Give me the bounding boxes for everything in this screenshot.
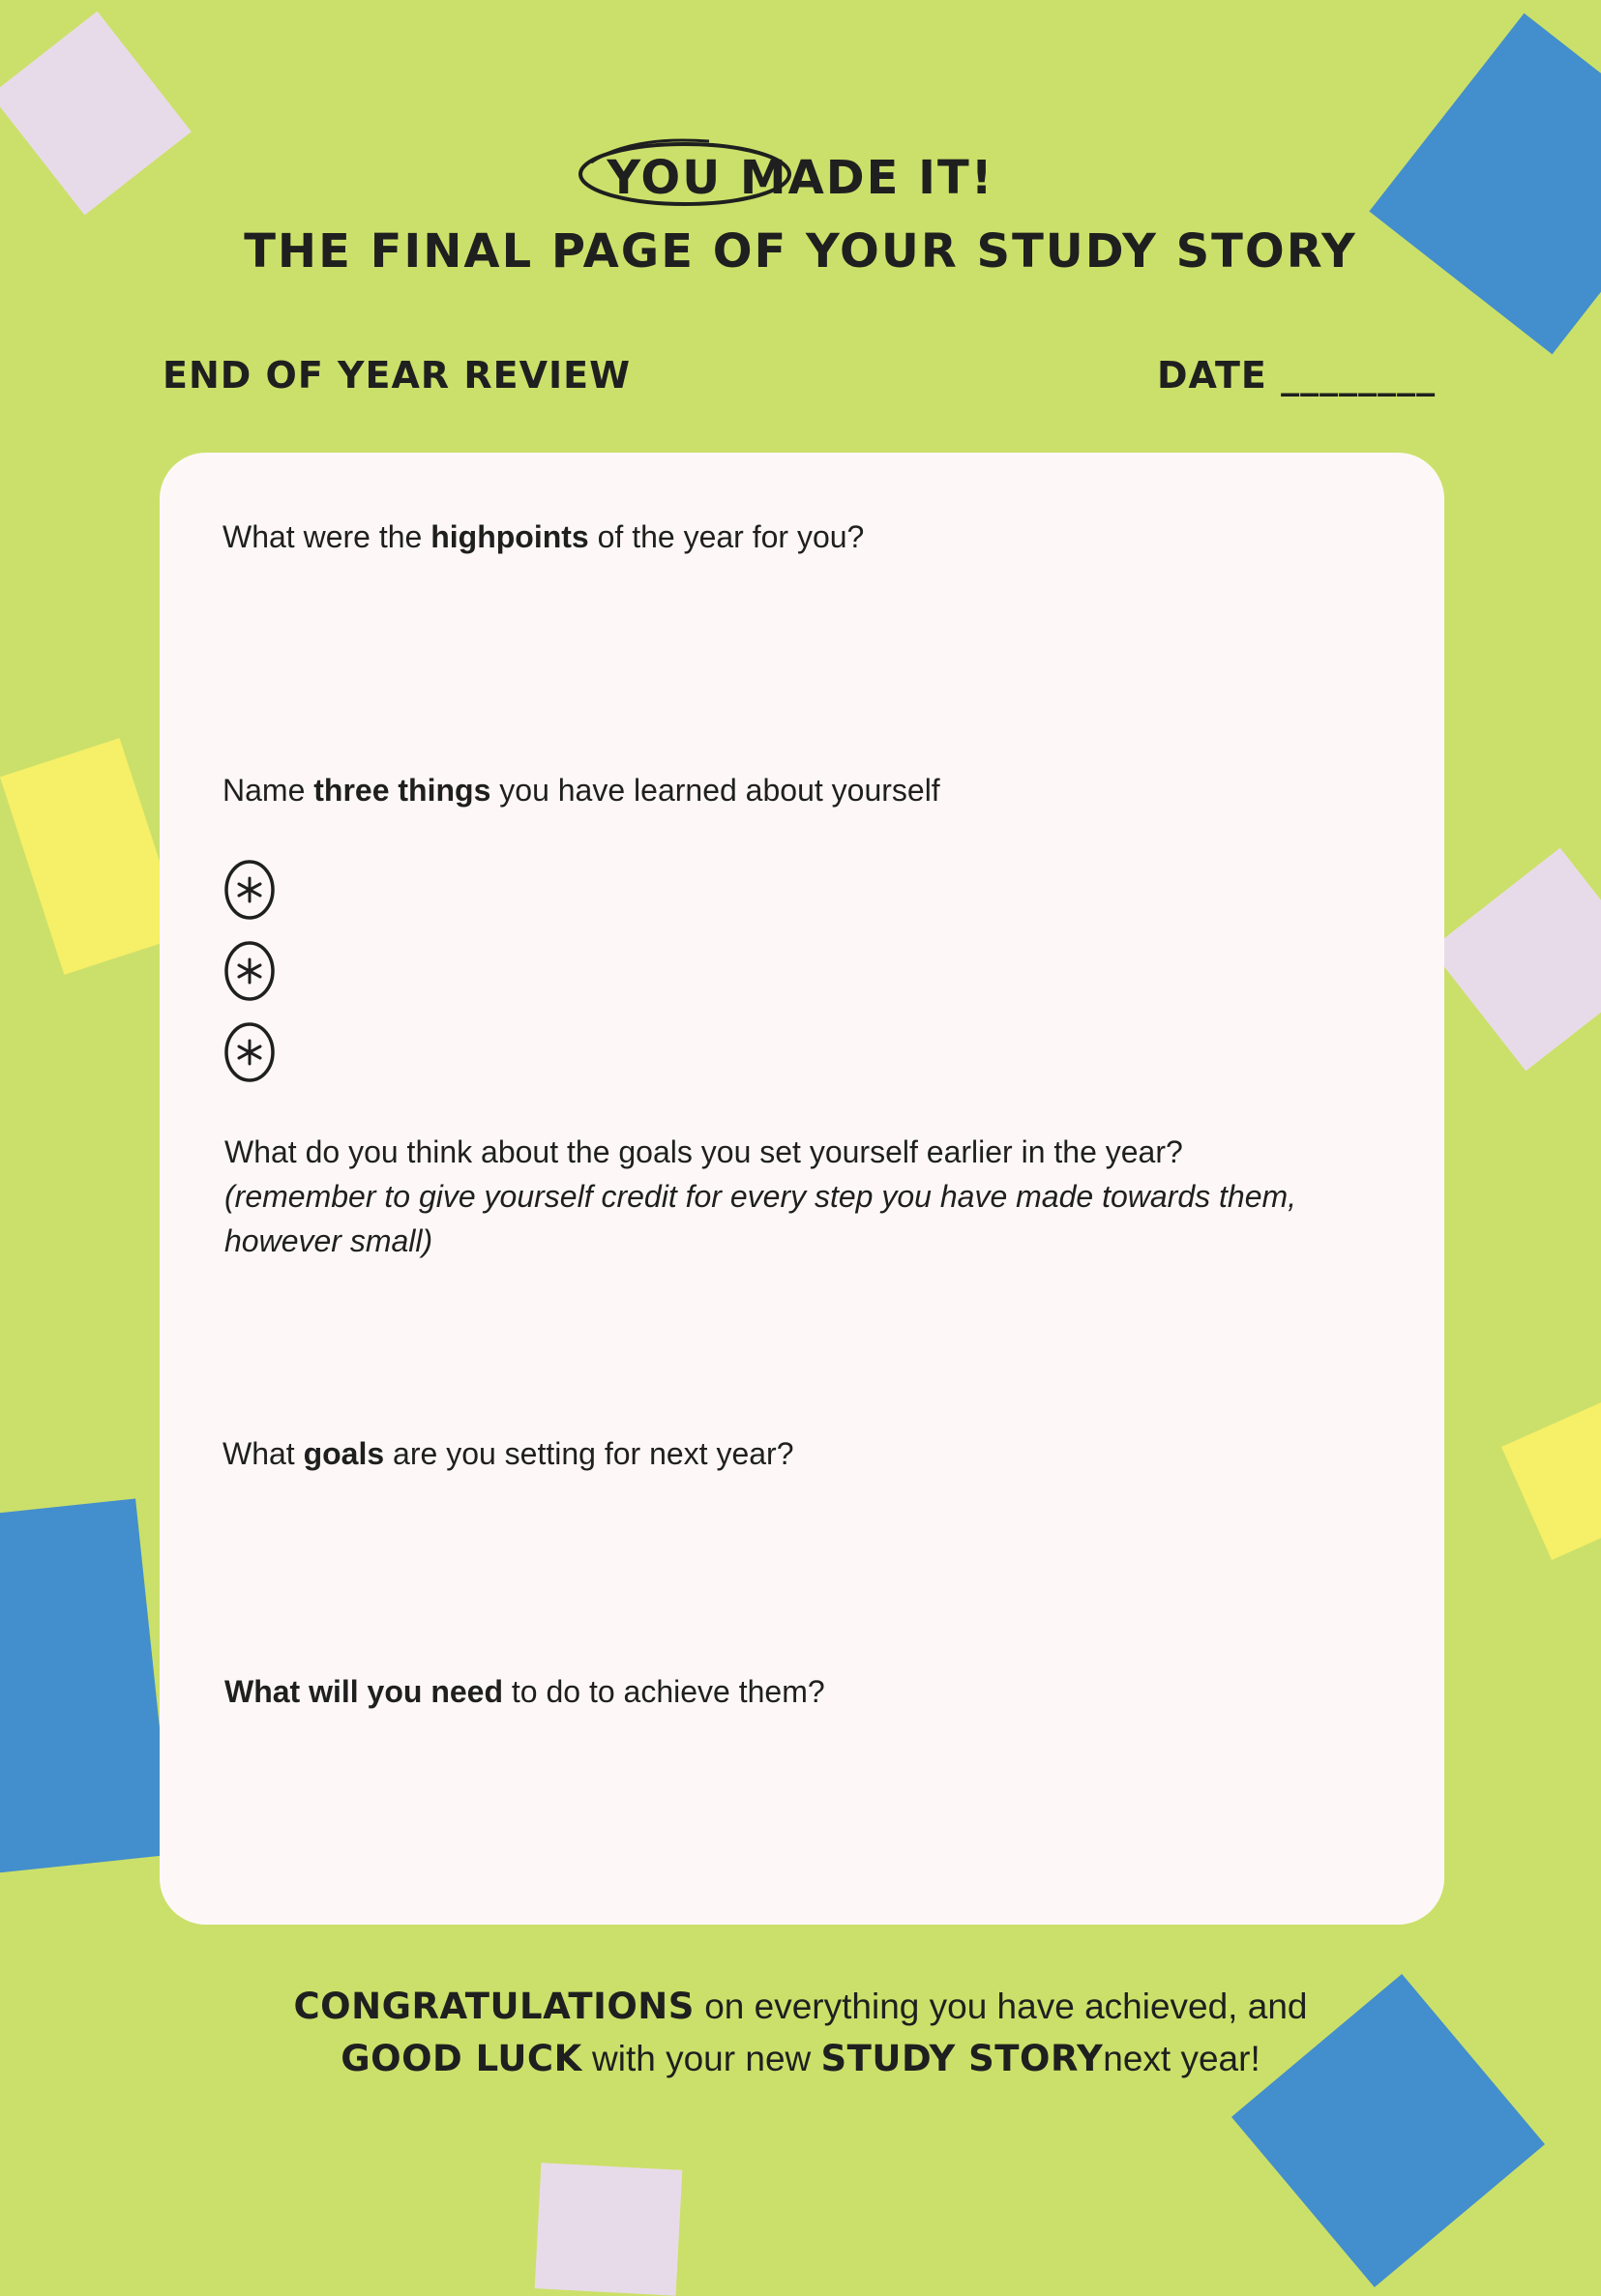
review-label: END OF YEAR REVIEW bbox=[163, 354, 632, 397]
congratulations-footer bbox=[0, 1981, 1601, 2085]
circled-asterisk-icon[interactable] bbox=[222, 1021, 277, 1083]
date-field[interactable]: DATE ________ bbox=[1157, 354, 1437, 397]
confetti-yellow-right bbox=[1501, 1392, 1601, 1560]
circled-asterisk-icon[interactable] bbox=[222, 859, 277, 921]
page-header bbox=[0, 151, 1601, 279]
footer-line-2: GOOD LUCK with your new STUDY STORYnext year! bbox=[341, 2038, 1260, 2079]
three-things-list bbox=[222, 859, 277, 1103]
title: YOU MADE IT! bbox=[0, 155, 1601, 201]
confetti-blue-left bbox=[0, 1499, 173, 1877]
subtitle: THE FINAL PAGE OF YOUR STUDY STORY bbox=[244, 224, 1357, 279]
circled-asterisk-icon[interactable] bbox=[222, 940, 277, 1002]
confetti-lilac-right bbox=[1431, 848, 1601, 1072]
question-three-things: Name three things you have learned about yourself bbox=[222, 773, 940, 808]
question-goals-review: What do you think about the goals you set yourself earlier in the year? (remember to give yourself credit for every step you have made towards them, however small) bbox=[224, 1134, 1297, 1258]
confetti-lilac-bottom bbox=[535, 2163, 683, 2295]
circled-title-segment: YOU M bbox=[607, 155, 787, 201]
question-next-goals: What goals are you setting for next year? bbox=[222, 1436, 794, 1471]
confetti-yellow-left bbox=[0, 738, 184, 975]
question-what-needed: What will you need to do to achieve them? bbox=[224, 1674, 825, 1709]
question-highpoints: What were the highpoints of the year for you? bbox=[222, 519, 865, 554]
footer-line-1: CONGRATULATIONS on everything you have achieved, and bbox=[293, 1986, 1308, 2027]
